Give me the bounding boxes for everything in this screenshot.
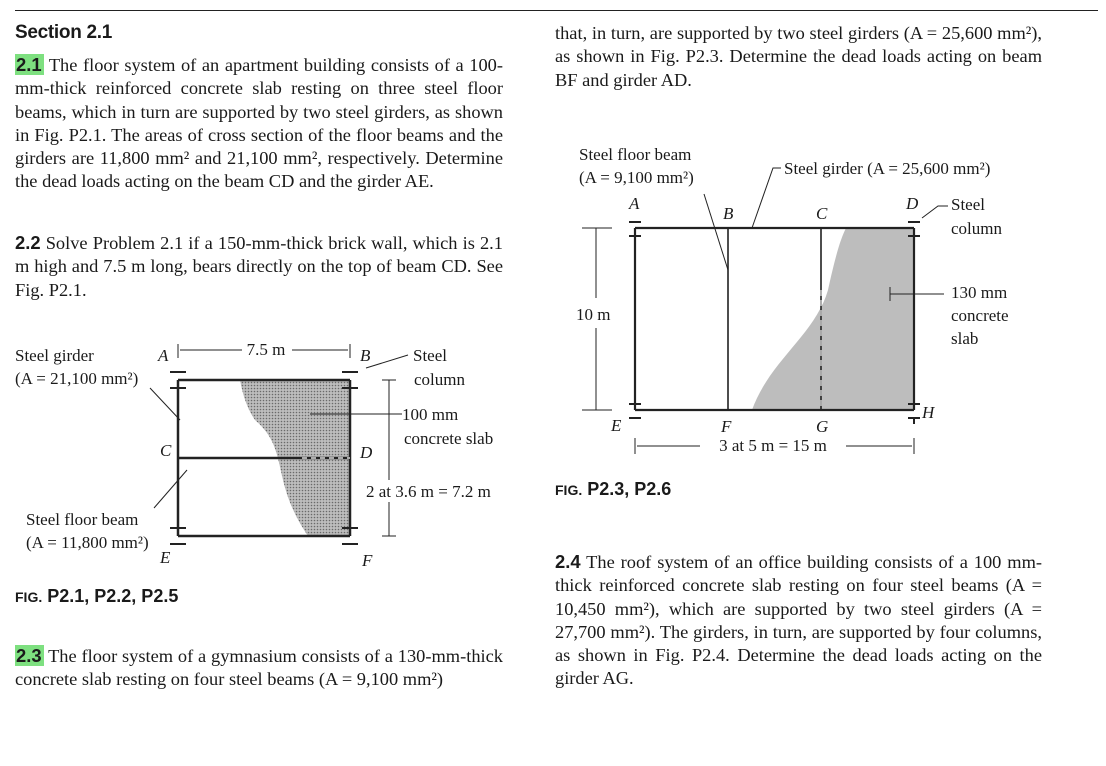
problem-2-1 [15,53,503,194]
point-b: B [360,346,371,365]
point-e: E [160,548,171,567]
point-c: C [816,204,828,223]
beam-area: (A = 11,800 mm²) [26,533,149,552]
slab-label-2: concrete slab [404,429,494,448]
spacing-label: 2 at 3.6 m = 7.2 m [366,482,491,501]
fig-p2-1-caption [15,586,178,607]
point-a: A [629,194,640,213]
point-d: D [360,443,373,462]
column-label-1: Steel [951,195,985,214]
point-g: G [816,417,829,436]
point-h: H [922,403,935,422]
height-label: 10 m [576,305,611,324]
girder-label: Steel girder (A = 25,600 mm²) [784,159,991,178]
top-rule [15,10,1098,11]
problem-text: The floor system of an apartment building consists of a 100-mm-thick reinforced concrete slab resting on three steel floor beams, which in turn are supported by two steel girders, as shown in Fig. P2.1. The areas of cross section of the floor beams and the girders are 11,800 mm² and 21,100 mm², respectively. Determine the dead loads acting on the beam CD and the girder AE. [15,55,503,192]
column-label-2: column [951,219,1002,238]
fig-p2-3-caption [555,479,671,500]
figure-p2-1 [10,330,510,575]
problem-2-3 [15,644,503,692]
problem-number: 2.2 [15,232,41,253]
caption-prefix: FIG. [555,482,583,498]
problem-text: The floor system of a gymnasium consists of a 130-mm-thick concrete slab resting on four steel beams (A = 9,100 mm²) [15,646,503,690]
point-a: A [158,346,169,365]
caption-text: P2.1, P2.2, P2.5 [47,586,179,606]
problem-text: that, in turn, are supported by two steel girders (A = 25,600 mm²), as shown in Fig. P2.3. Determine the dead loads acting on beam BF and girder AD. [555,23,1042,90]
span-label: 3 at 5 m = 15 m [719,436,827,455]
slab-label-2: concrete [951,306,1009,325]
slab-shading [752,228,914,410]
slab-label-3: slab [951,329,979,348]
girder-leader [752,168,781,228]
problem-number: 2.1 [16,54,42,75]
spacing-dimension [382,380,396,536]
span-label: 7.5 m [246,340,286,359]
problem-text: The roof system of an office building consists of a 100 mm-thick reinforced concrete slab resting on four steel beams (A = 10,450 mm²), which are supported by two steel girders (A = 27,700 mm²). The girders, in turn, are supported by four columns, as shown in Fig. P2.4. Determine the dead loads acting on the girder AG. [555,552,1043,689]
beam-leader [154,470,187,508]
point-f: F [721,417,732,436]
problem-text: Solve Problem 2.1 if a 150-mm-thick brick wall, which is 2.1 m high and 7.5 m long, bears directly on the top of beam CD. See Fig. P2.1. [15,233,503,300]
point-f: F [362,551,373,570]
point-e: E [611,416,622,435]
problem-2-4 [555,550,1042,691]
point-d: D [906,194,919,213]
girder-label: Steel girder [15,346,94,365]
section-title: Section 2.1 [15,22,113,43]
problem-2-3-continued [555,22,1042,92]
caption-text: P2.3, P2.6 [587,479,672,499]
column-label-2: column [414,370,465,389]
beam-area: (A = 9,100 mm²) [579,168,694,187]
caption-prefix: FIG. [15,589,43,605]
slab-label-1: 100 mm [402,405,459,424]
problem-2-2 [15,231,503,302]
girder-area: (A = 21,100 mm²) [15,369,139,388]
beam-label: Steel floor beam [579,145,692,164]
column-label-1: Steel [413,346,447,365]
point-b: B [723,204,734,223]
column-leader [922,206,948,218]
slab-label-1: 130 mm [951,283,1008,302]
problem-number: 2.4 [555,551,581,572]
point-c: C [160,441,172,460]
girder-leader [150,388,180,420]
column-leader [366,355,408,368]
figure-p2-3 [570,140,1040,460]
problem-number: 2.3 [16,645,42,666]
beam-label: Steel floor beam [26,510,139,529]
